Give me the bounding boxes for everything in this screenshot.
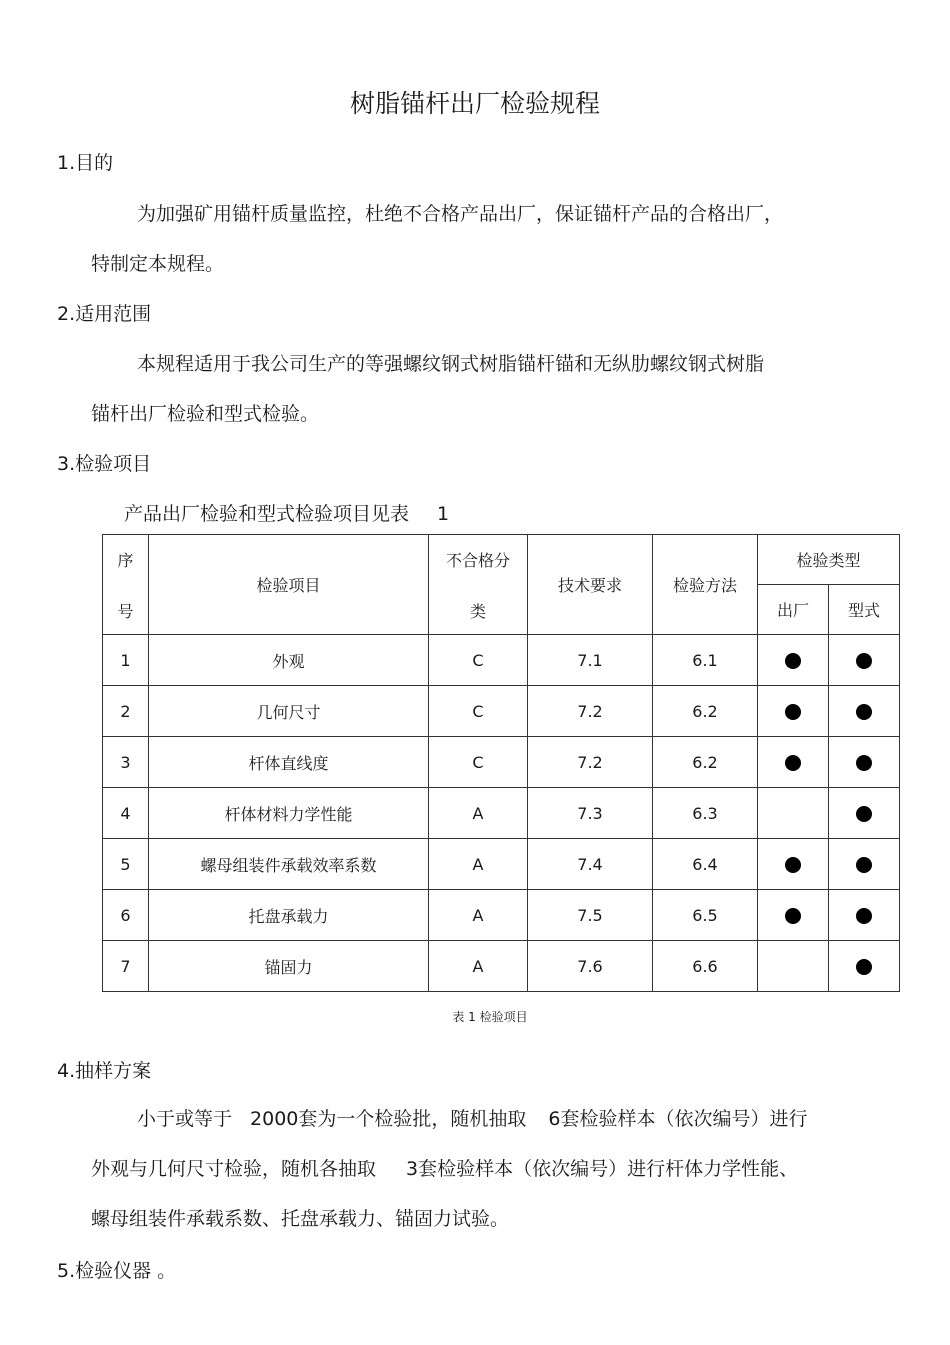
row-item-cell: 螺母组装件承载效率系数 — [149, 839, 429, 890]
row-item-cell: 杆体直线度 — [149, 737, 429, 788]
section-4-text-line-1 — [137, 1104, 807, 1131]
row-type-cell — [829, 941, 900, 992]
row-factory-cell — [758, 737, 829, 788]
row-number-cell: 2 — [103, 686, 149, 737]
section-4-text-1b: 2000套为一个检验批，随机抽取 — [250, 1108, 527, 1130]
section-2-text-line-1: 本规程适用于我公司生产的等强螺纹钢式树脂锚杆锚和无纵肋螺纹钢式树脂 — [137, 353, 765, 375]
header-item: 检验项目 — [149, 535, 429, 635]
row-number-cell: 7 — [103, 941, 149, 992]
row-number-cell: 3 — [103, 737, 149, 788]
row-requirement-cell: 7.5 — [528, 890, 653, 941]
bullet-dot-icon — [785, 653, 801, 669]
row-requirement-cell: 7.6 — [528, 941, 653, 992]
section-4-text-1c: 6套检验样本（依次编号）进行 — [548, 1108, 808, 1130]
table-caption: 表 1 检验项目 — [452, 1010, 528, 1024]
row-item-cell: 几何尺寸 — [149, 686, 429, 737]
bullet-dot-icon — [856, 806, 872, 822]
row-method-cell: 6.1 — [653, 635, 758, 686]
row-type-cell — [829, 890, 900, 941]
table-row — [103, 890, 900, 941]
row-class-cell: A — [429, 890, 528, 941]
row-requirement-cell: 7.1 — [528, 635, 653, 686]
row-class-cell: C — [429, 635, 528, 686]
row-method-cell: 6.6 — [653, 941, 758, 992]
row-class-cell: A — [429, 941, 528, 992]
section-4-text-line-3: 螺母组装件承载系数、托盘承载力、锚固力试验。 — [91, 1208, 510, 1230]
section-2-text-line-2: 锚杆出厂检验和型式检验。 — [91, 403, 320, 425]
row-number-cell: 1 — [103, 635, 149, 686]
table-row — [103, 686, 900, 737]
table-row — [103, 839, 900, 890]
bullet-dot-icon — [785, 908, 801, 924]
row-factory-cell — [758, 890, 829, 941]
bullet-dot-icon — [856, 653, 872, 669]
row-factory-cell — [758, 839, 829, 890]
row-item-cell: 外观 — [149, 635, 429, 686]
header-seq — [103, 535, 149, 635]
header-method: 检验方法 — [653, 535, 758, 635]
row-factory-cell — [758, 788, 829, 839]
header-seq-top: 序 — [117, 550, 134, 570]
header-class-bottom: 类 — [469, 601, 486, 621]
header-seq-bottom: 号 — [117, 601, 134, 621]
row-method-cell: 6.2 — [653, 737, 758, 788]
row-factory-cell — [758, 635, 829, 686]
row-item-cell: 杆体材料力学性能 — [149, 788, 429, 839]
table-intro-text: 产品出厂检验和型式检验项目见表 — [124, 503, 410, 525]
bullet-dot-icon — [785, 704, 801, 720]
section-5-heading: 5.检验仪器 。 — [57, 1260, 177, 1282]
row-type-cell — [829, 686, 900, 737]
row-method-cell: 6.2 — [653, 686, 758, 737]
table-row — [103, 941, 900, 992]
section-1-text-line-2: 特制定本规程。 — [91, 253, 225, 275]
row-type-cell — [829, 635, 900, 686]
row-type-cell — [829, 788, 900, 839]
section-4-text-1a: 小于或等于 — [137, 1108, 233, 1130]
row-class-cell: C — [429, 686, 528, 737]
bullet-dot-icon — [785, 755, 801, 771]
header-factory: 出厂 — [758, 585, 829, 635]
row-number-cell: 5 — [103, 839, 149, 890]
row-class-cell: A — [429, 839, 528, 890]
row-requirement-cell: 7.2 — [528, 686, 653, 737]
bullet-dot-icon — [856, 704, 872, 720]
table-intro-number: 1 — [437, 503, 450, 525]
row-class-cell: A — [429, 788, 528, 839]
section-1-text-line-1: 为加强矿用锚杆质量监控，杜绝不合格产品出厂，保证锚杆产品的合格出厂， — [137, 203, 784, 225]
table-row — [103, 788, 900, 839]
table-row — [103, 737, 900, 788]
header-class-top: 不合格分 — [445, 550, 510, 570]
header-inspection-type: 检验类型 — [758, 535, 900, 585]
section-4-text-line-2 — [91, 1154, 798, 1181]
bullet-dot-icon — [856, 755, 872, 771]
row-number-cell: 4 — [103, 788, 149, 839]
bullet-dot-icon — [785, 857, 801, 873]
inspection-items-table — [102, 534, 900, 992]
row-requirement-cell: 7.4 — [528, 839, 653, 890]
bullet-dot-icon — [856, 857, 872, 873]
bullet-dot-icon — [856, 959, 872, 975]
section-4-text-2a: 外观与几何尺寸检验，随机各抽取 — [91, 1158, 377, 1180]
row-method-cell: 6.4 — [653, 839, 758, 890]
header-requirement: 技术要求 — [528, 535, 653, 635]
section-1-heading: 1.目的 — [57, 152, 114, 174]
bullet-dot-icon — [856, 908, 872, 924]
header-class — [429, 535, 528, 635]
row-number-cell: 6 — [103, 890, 149, 941]
row-type-cell — [829, 839, 900, 890]
table-row — [103, 635, 900, 686]
row-factory-cell — [758, 941, 829, 992]
row-item-cell: 托盘承载力 — [149, 890, 429, 941]
header-type-test: 型式 — [829, 585, 900, 635]
section-4-text-2b: 3套检验样本（依次编号）进行杆体力学性能、 — [406, 1158, 799, 1180]
row-method-cell: 6.5 — [653, 890, 758, 941]
row-method-cell: 6.3 — [653, 788, 758, 839]
table-intro — [124, 499, 449, 526]
row-requirement-cell: 7.2 — [528, 737, 653, 788]
row-factory-cell — [758, 686, 829, 737]
section-4-heading: 4.抽样方案 — [57, 1060, 152, 1082]
section-3-heading: 3.检验项目 — [57, 453, 152, 475]
row-class-cell: C — [429, 737, 528, 788]
section-2-heading: 2.适用范围 — [57, 303, 152, 325]
row-type-cell — [829, 737, 900, 788]
row-item-cell: 锚固力 — [149, 941, 429, 992]
row-requirement-cell: 7.3 — [528, 788, 653, 839]
document-title: 树脂锚杆出厂检验规程 — [349, 89, 600, 118]
